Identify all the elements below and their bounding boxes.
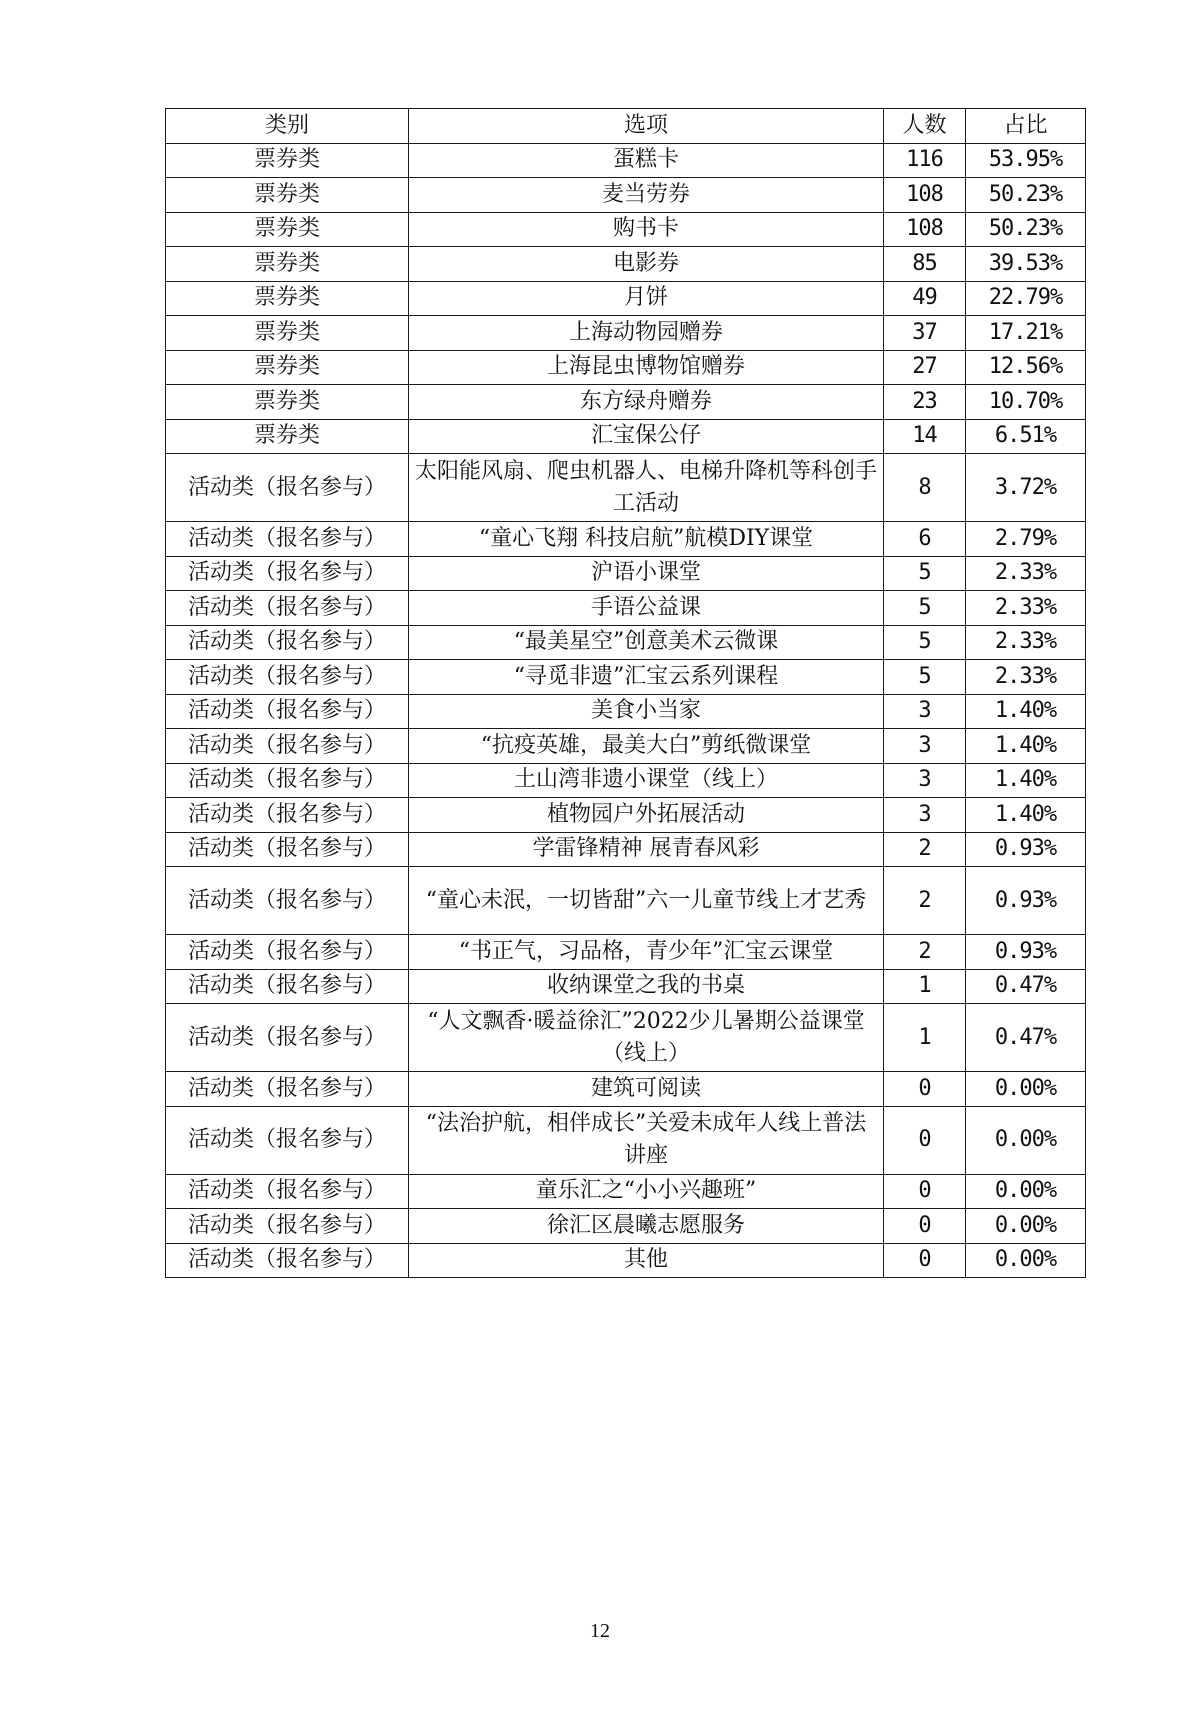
cell-option: 蛋糕卡 [409, 143, 884, 178]
cell-category: 活动类（报名参与） [166, 556, 409, 591]
cell-count: 0 [884, 1174, 966, 1209]
cell-count: 0 [884, 1106, 966, 1174]
cell-option: 徐汇区晨曦志愿服务 [409, 1209, 884, 1244]
cell-count: 6 [884, 522, 966, 557]
cell-percentage: 0.47% [966, 1004, 1086, 1072]
table-row [166, 660, 1086, 695]
cell-category: 活动类（报名参与） [166, 1243, 409, 1278]
cell-percentage: 22.79% [966, 281, 1086, 316]
cell-count: 0 [884, 1243, 966, 1278]
cell-option: 汇宝保公仔 [409, 419, 884, 454]
cell-category: 活动类（报名参与） [166, 867, 409, 935]
table-row [166, 798, 1086, 833]
table-row [166, 763, 1086, 798]
table-row [166, 969, 1086, 1004]
cell-count: 23 [884, 385, 966, 420]
cell-option: “寻觅非遗”汇宝云系列课程 [409, 660, 884, 695]
cell-percentage: 12.56% [966, 350, 1086, 385]
table-row [166, 522, 1086, 557]
table-body [166, 143, 1086, 1278]
cell-percentage: 39.53% [966, 247, 1086, 282]
cell-count: 5 [884, 660, 966, 695]
cell-option: 其他 [409, 1243, 884, 1278]
cell-option: 手语公益课 [409, 591, 884, 626]
cell-percentage: 6.51% [966, 419, 1086, 454]
cell-option: 建筑可阅读 [409, 1072, 884, 1107]
table-row [166, 694, 1086, 729]
cell-percentage: 2.33% [966, 625, 1086, 660]
cell-option: “书正气，习品格，青少年”汇宝云课堂 [409, 935, 884, 970]
cell-option: 沪语小课堂 [409, 556, 884, 591]
cell-count: 85 [884, 247, 966, 282]
table-row [166, 350, 1086, 385]
table-row [166, 178, 1086, 213]
cell-category: 票券类 [166, 419, 409, 454]
cell-percentage: 0.93% [966, 867, 1086, 935]
cell-count: 108 [884, 212, 966, 247]
table-row [166, 1004, 1086, 1072]
cell-category: 活动类（报名参与） [166, 1106, 409, 1174]
cell-percentage: 2.33% [966, 660, 1086, 695]
cell-percentage: 17.21% [966, 316, 1086, 351]
cell-category: 活动类（报名参与） [166, 832, 409, 867]
cell-count: 5 [884, 556, 966, 591]
cell-option: 学雷锋精神 展青春风彩 [409, 832, 884, 867]
table-row [166, 454, 1086, 522]
cell-option: 太阳能风扇、爬虫机器人、电梯升降机等科创手工活动 [409, 454, 884, 522]
cell-count: 49 [884, 281, 966, 316]
cell-percentage: 0.00% [966, 1106, 1086, 1174]
cell-category: 票券类 [166, 178, 409, 213]
cell-percentage: 0.93% [966, 935, 1086, 970]
cell-option: 上海动物园赠券 [409, 316, 884, 351]
cell-count: 0 [884, 1209, 966, 1244]
cell-percentage: 50.23% [966, 212, 1086, 247]
cell-category: 活动类（报名参与） [166, 1072, 409, 1107]
cell-count: 2 [884, 832, 966, 867]
cell-category: 票券类 [166, 212, 409, 247]
cell-percentage: 1.40% [966, 694, 1086, 729]
cell-count: 1 [884, 969, 966, 1004]
cell-option: “童心飞翔 科技启航”航模DIY课堂 [409, 522, 884, 557]
cell-category: 活动类（报名参与） [166, 660, 409, 695]
cell-percentage: 1.40% [966, 763, 1086, 798]
cell-percentage: 0.00% [966, 1209, 1086, 1244]
cell-option: 月饼 [409, 281, 884, 316]
cell-percentage: 0.00% [966, 1243, 1086, 1278]
cell-option: 上海昆虫博物馆赠券 [409, 350, 884, 385]
cell-category: 活动类（报名参与） [166, 591, 409, 626]
cell-count: 3 [884, 694, 966, 729]
cell-category: 活动类（报名参与） [166, 522, 409, 557]
cell-category: 票券类 [166, 247, 409, 282]
cell-option: “法治护航，相伴成长”关爱未成年人线上普法讲座 [409, 1106, 884, 1174]
cell-count: 2 [884, 867, 966, 935]
cell-count: 108 [884, 178, 966, 213]
cell-option: 电影券 [409, 247, 884, 282]
cell-count: 8 [884, 454, 966, 522]
table-row [166, 1243, 1086, 1278]
cell-category: 活动类（报名参与） [166, 729, 409, 764]
cell-count: 3 [884, 729, 966, 764]
cell-option: 麦当劳券 [409, 178, 884, 213]
cell-option: “最美星空”创意美术云微课 [409, 625, 884, 660]
cell-count: 0 [884, 1072, 966, 1107]
cell-percentage: 3.72% [966, 454, 1086, 522]
table-row [166, 1209, 1086, 1244]
cell-percentage: 0.00% [966, 1072, 1086, 1107]
table-row [166, 1072, 1086, 1107]
header-category: 类别 [166, 109, 409, 144]
cell-option: “人文飘香·暖益徐汇”2022少儿暑期公益课堂（线上） [409, 1004, 884, 1072]
table-row [166, 419, 1086, 454]
cell-percentage: 0.93% [966, 832, 1086, 867]
cell-category: 活动类（报名参与） [166, 969, 409, 1004]
cell-category: 活动类（报名参与） [166, 625, 409, 660]
cell-category: 活动类（报名参与） [166, 935, 409, 970]
table-row [166, 625, 1086, 660]
table-row [166, 591, 1086, 626]
cell-percentage: 2.33% [966, 591, 1086, 626]
table-row [166, 281, 1086, 316]
cell-category: 票券类 [166, 350, 409, 385]
cell-count: 3 [884, 763, 966, 798]
cell-category: 活动类（报名参与） [166, 1209, 409, 1244]
table-row [166, 935, 1086, 970]
cell-count: 2 [884, 935, 966, 970]
cell-category: 票券类 [166, 385, 409, 420]
table-row [166, 556, 1086, 591]
table-row [166, 247, 1086, 282]
cell-percentage: 0.00% [966, 1174, 1086, 1209]
table-row [166, 729, 1086, 764]
survey-results-table [165, 108, 1086, 1278]
cell-category: 活动类（报名参与） [166, 798, 409, 833]
cell-category: 票券类 [166, 143, 409, 178]
cell-option: “童心未泯，一切皆甜”六一儿童节线上才艺秀 [409, 867, 884, 935]
cell-option: 购书卡 [409, 212, 884, 247]
cell-count: 37 [884, 316, 966, 351]
table-row [166, 212, 1086, 247]
cell-percentage: 53.95% [966, 143, 1086, 178]
cell-count: 116 [884, 143, 966, 178]
cell-count: 5 [884, 625, 966, 660]
cell-percentage: 10.70% [966, 385, 1086, 420]
table-row [166, 832, 1086, 867]
table-row [166, 143, 1086, 178]
cell-option: 收纳课堂之我的书桌 [409, 969, 884, 1004]
cell-count: 14 [884, 419, 966, 454]
cell-option: “抗疫英雄，最美大白”剪纸微课堂 [409, 729, 884, 764]
cell-option: 东方绿舟赠券 [409, 385, 884, 420]
cell-category: 票券类 [166, 281, 409, 316]
cell-category: 活动类（报名参与） [166, 1004, 409, 1072]
table-row [166, 1106, 1086, 1174]
cell-category: 活动类（报名参与） [166, 1174, 409, 1209]
cell-option: 土山湾非遗小课堂（线上） [409, 763, 884, 798]
cell-category: 活动类（报名参与） [166, 454, 409, 522]
page-number: 12 [590, 1620, 610, 1642]
cell-category: 活动类（报名参与） [166, 763, 409, 798]
cell-count: 3 [884, 798, 966, 833]
cell-count: 27 [884, 350, 966, 385]
cell-percentage: 2.33% [966, 556, 1086, 591]
cell-percentage: 50.23% [966, 178, 1086, 213]
header-count: 人数 [884, 109, 966, 144]
table-row [166, 316, 1086, 351]
cell-category: 票券类 [166, 316, 409, 351]
cell-option: 美食小当家 [409, 694, 884, 729]
cell-category: 活动类（报名参与） [166, 694, 409, 729]
cell-percentage: 1.40% [966, 798, 1086, 833]
header-percentage: 占比 [966, 109, 1086, 144]
table-row [166, 385, 1086, 420]
table-row [166, 1174, 1086, 1209]
cell-percentage: 0.47% [966, 969, 1086, 1004]
cell-percentage: 1.40% [966, 729, 1086, 764]
cell-option: 童乐汇之“小小兴趣班” [409, 1174, 884, 1209]
cell-count: 5 [884, 591, 966, 626]
cell-count: 1 [884, 1004, 966, 1072]
cell-option: 植物园户外拓展活动 [409, 798, 884, 833]
table-header-row [166, 109, 1086, 144]
header-option: 选项 [409, 109, 884, 144]
cell-percentage: 2.79% [966, 522, 1086, 557]
table-row [166, 867, 1086, 935]
